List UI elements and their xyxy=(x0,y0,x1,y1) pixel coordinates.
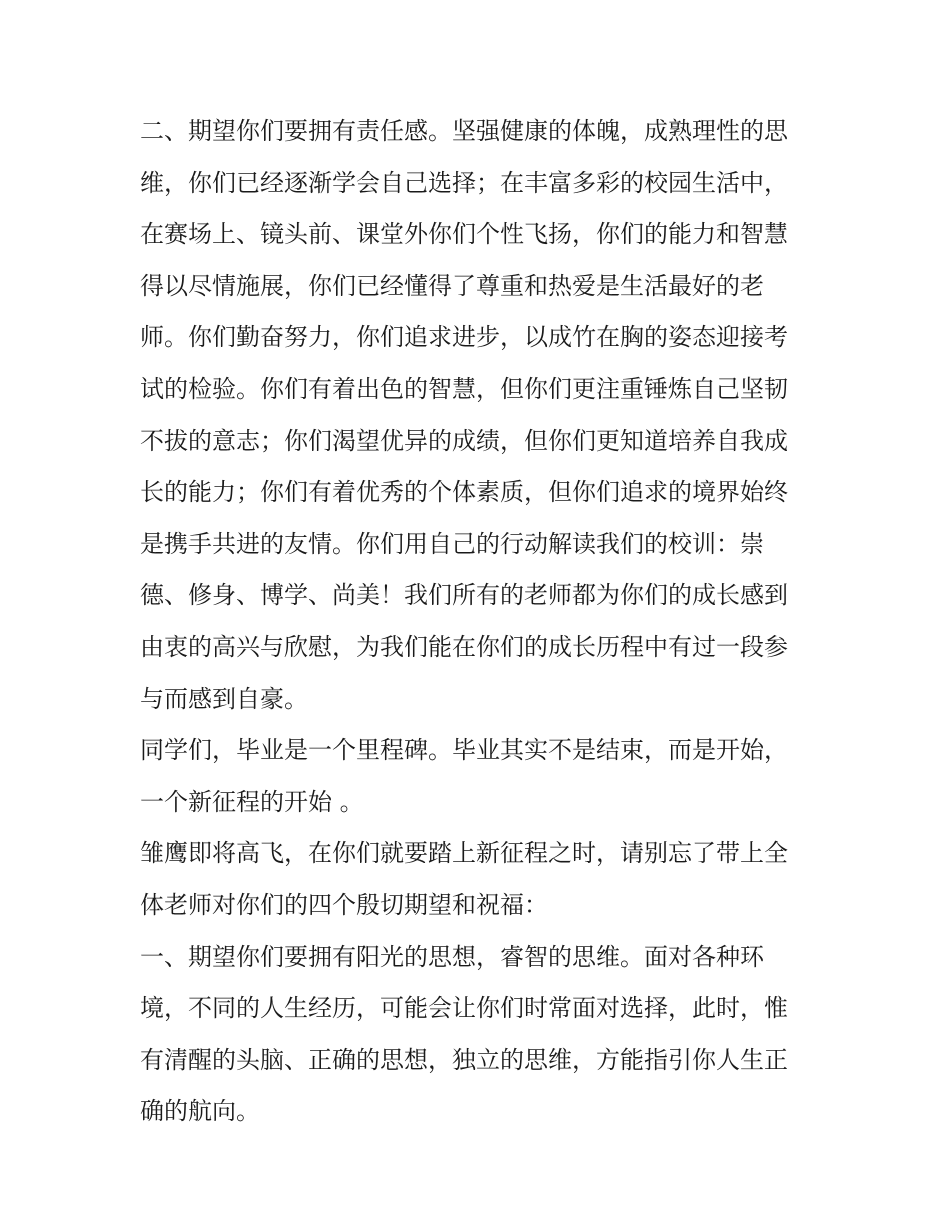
text-line: 得以尽情施展，你们已经懂得了尊重和热爱是生活最好的老 xyxy=(140,271,764,300)
text-line: 与而感到自豪。 xyxy=(140,684,308,713)
text-line: 一、期望你们要拥有阳光的思想，睿智的思维。面对各种环 xyxy=(140,942,764,971)
text-line: 二、期望你们要拥有责任感。坚强健康的体魄，成熟理性的思 xyxy=(140,117,788,145)
text-line: 长的能力；你们有着优秀的个体素质，但你们追求的境界始终 xyxy=(140,478,788,507)
text-line: 有清醒的头脑、正确的思想，独立的思维，方能指引你人生正 xyxy=(140,1045,788,1074)
text-line: 由衷的高兴与欣慰，为我们能在你们的成长历程中有过一段参 xyxy=(140,632,788,661)
text-line: 试的检验。你们有着出色的智慧，但你们更注重锤炼自己坚韧 xyxy=(140,374,788,403)
text-line: 师。你们勤奋努力，你们追求进步，以成竹在胸的姿态迎接考 xyxy=(140,323,788,352)
text-line: 在赛场上、镜头前、课堂外你们个性飞扬，你们的能力和智慧 xyxy=(140,220,788,249)
text-line: 一个新征程的开始 。 xyxy=(140,787,364,816)
text-line: 维，你们已经逐渐学会自己选择；在丰富多彩的校园生活中， xyxy=(140,168,788,197)
text-line: 境，不同的人生经历，可能会让你们时常面对选择，此时，惟 xyxy=(140,994,788,1023)
text-line: 体老师对你们的四个殷切期望和祝福： xyxy=(140,890,548,919)
text-line: 确的航向。 xyxy=(140,1097,260,1126)
document-text-body xyxy=(140,106,812,1138)
text-line: 同学们，毕业是一个里程碑。毕业其实不是结束，而是开始， xyxy=(140,736,788,765)
text-line: 德、修身、博学、尚美！我们所有的老师都为你们的成长感到 xyxy=(140,581,788,610)
text-line: 雏鹰即将高飞，在你们就要踏上新征程之时，请别忘了带上全 xyxy=(140,839,788,868)
text-line: 是携手共进的友情。你们用自己的行动解读我们的校训：崇 xyxy=(140,529,764,558)
text-line: 不拔的意志；你们渴望优异的成绩，但你们更知道培养自我成 xyxy=(140,426,788,455)
